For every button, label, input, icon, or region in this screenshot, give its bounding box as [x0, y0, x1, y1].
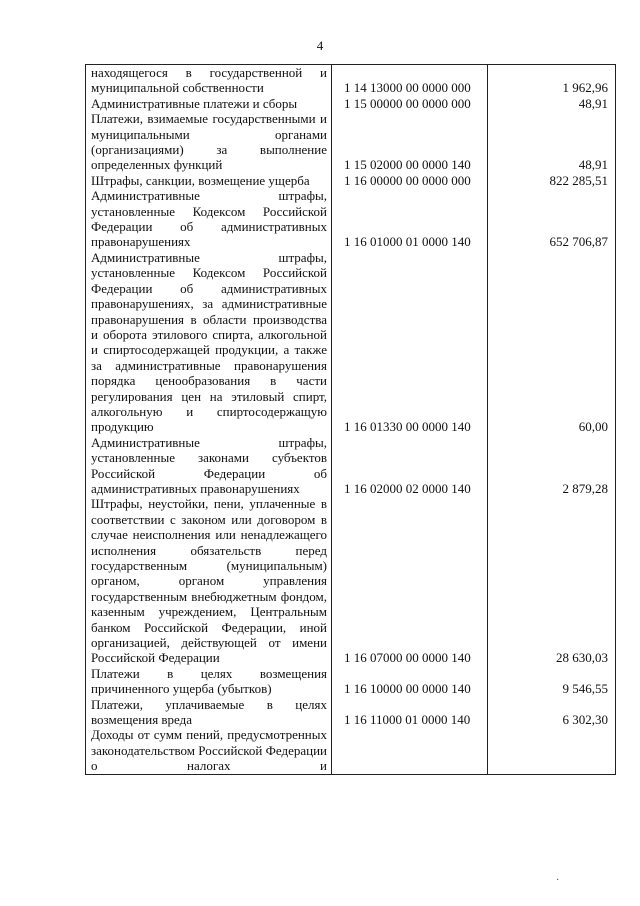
row-name-cell: Административные штрафы, установленные законами субъектов Российской Федерации об административных правонарушениях [86, 435, 332, 497]
row-code-cell: 1 16 11000 01 0000 140 [332, 697, 488, 728]
row-name-cell: Доходы от сумм пений, предусмотренных законодательством Российской Федерации о налогах и [86, 727, 332, 774]
page-number: 4 [316, 38, 324, 53]
table-row [86, 666, 616, 697]
row-name-cell: Административные штрафы, установленные Кодексом Российской Федерации об административных правонарушениях [86, 188, 332, 250]
row-sum-cell: 1 962,96 [488, 65, 616, 96]
row-code-cell: 1 15 02000 00 0000 140 [332, 111, 488, 173]
row-sum-cell: 6 302,30 [488, 697, 616, 728]
row-sum-cell: 822 285,51 [488, 173, 616, 188]
row-sum-cell: 28 630,03 [488, 496, 616, 665]
row-name-cell: Административные платежи и сборы [86, 96, 332, 111]
table-row [86, 188, 616, 250]
scan-mark: · [556, 875, 560, 886]
budget-revenue-table [85, 64, 616, 775]
row-sum-cell: 48,91 [488, 96, 616, 111]
row-name-cell: Платежи, уплачиваемые в целях возмещения вреда [86, 697, 332, 728]
row-code-cell: 1 16 00000 00 0000 000 [332, 173, 488, 188]
row-name-cell: Административные штрафы, установленные Кодексом Российской Федерации об административных правонарушениях, за административные правонарушения в области производства и оборота этилового спирта, алкогольной и спиртосодержащей продукции, а также за административные правонарушения порядка ценообразования в части регулирования цен на этиловый спирт, алкогольную и спиртосодержащую продукцию [86, 250, 332, 435]
row-name-cell: Штрафы, санкции, возмещение ущерба [86, 173, 332, 188]
row-code-cell: 1 16 01330 00 0000 140 [332, 250, 488, 435]
table-row [86, 111, 616, 173]
row-code-cell: 1 16 10000 00 0000 140 [332, 666, 488, 697]
row-sum-cell: 9 546,55 [488, 666, 616, 697]
row-sum-cell: 60,00 [488, 250, 616, 435]
row-sum-cell: 652 706,87 [488, 188, 616, 250]
table-row [86, 727, 616, 774]
row-sum-cell: 48,91 [488, 111, 616, 173]
row-code-cell [332, 727, 488, 774]
row-code-cell: 1 15 00000 00 0000 000 [332, 96, 488, 111]
row-name-cell: находящегося в государственной и муниципальной собственности [86, 65, 332, 96]
table-row [86, 435, 616, 497]
row-code-cell: 1 14 13000 00 0000 000 [332, 65, 488, 96]
row-code-cell: 1 16 01000 01 0000 140 [332, 188, 488, 250]
row-name-cell: Платежи в целях возмещения причиненного ущерба (убытков) [86, 666, 332, 697]
row-sum-cell [488, 727, 616, 774]
table-row [86, 96, 616, 111]
table-row [86, 250, 616, 435]
table-row [86, 496, 616, 665]
row-sum-cell: 2 879,28 [488, 435, 616, 497]
row-code-cell: 1 16 07000 00 0000 140 [332, 496, 488, 665]
table-row [86, 65, 616, 96]
row-name-cell: Штрафы, неустойки, пени, уплаченные в соответствии с законом или договором в случае неисполнения или ненадлежащего исполнения обязательств перед государственным (муниципальным) органом, органом управления государственным внебюджетным фондом, казенным учреждением, Центральным банком Российской Федерации, иной организацией, действующей от имени Российской Федерации [86, 496, 332, 665]
table-row [86, 173, 616, 188]
row-name-cell: Платежи, взимаемые государственными и муниципальными органами (организациями) за выполнение определенных функций [86, 111, 332, 173]
table-row [86, 697, 616, 728]
row-code-cell: 1 16 02000 02 0000 140 [332, 435, 488, 497]
